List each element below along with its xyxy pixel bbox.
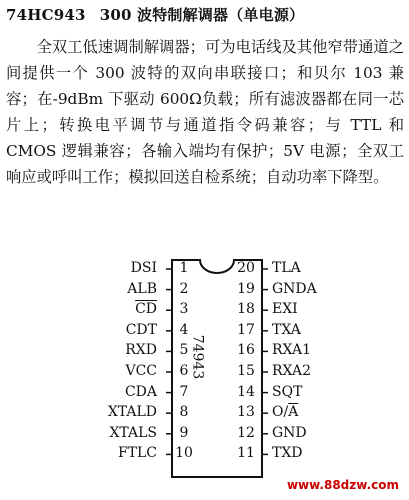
pin-number-right: 16 (237, 342, 255, 359)
pin-name-right: RXA1 (272, 342, 312, 359)
pin-number-left: 10 (175, 445, 193, 462)
pin-number-left: 9 (179, 424, 189, 441)
pin-name-right: SQT (272, 383, 303, 400)
pin-number-right: 17 (237, 321, 255, 338)
watermark: www.88dzw.com (286, 478, 399, 492)
pin-number-right: 14 (237, 383, 255, 400)
pin-name-right: GNDA (272, 280, 317, 297)
pin-number-left: 3 (179, 301, 189, 318)
pin-number-right: 15 (237, 363, 255, 379)
pin-number-left: 5 (179, 342, 189, 359)
pin-name-left: CDA (124, 383, 157, 400)
pin-name-overline: $\overline{A}$ (288, 404, 299, 421)
pin-name-left: ALB (127, 280, 157, 297)
pin-name-right: TLA (272, 260, 301, 276)
pin-name-left: $\overline{CD}$ (135, 301, 157, 318)
pin-name-right: EXI (272, 301, 298, 318)
pin-name-right (272, 404, 352, 420)
pin-name-left: CDT (125, 321, 157, 338)
pin-name-left: RXD (125, 342, 157, 359)
pin-number-left: 7 (179, 383, 189, 400)
part-number: 74HC943 (6, 6, 86, 24)
pin-name-left: VCC (125, 363, 157, 379)
pin-name-right: RXA2 (272, 363, 312, 379)
pin-number-left: 4 (179, 321, 189, 338)
pin-number-left: 6 (179, 363, 189, 379)
pin-number-right: 19 (237, 280, 255, 297)
pin-number-left: 1 (179, 260, 189, 276)
pin-name-right: TXA (272, 321, 301, 338)
pin-number-left: 8 (179, 404, 189, 421)
title-text: 300 波特制解调器（单电源） (99, 6, 305, 24)
pin-name-left: DSI (130, 260, 157, 276)
pin-number-right: 12 (237, 424, 255, 441)
pin-name-left: XTALD (107, 404, 157, 421)
pin-number-left: 2 (179, 280, 189, 297)
pin-name-left: XTALS (109, 424, 157, 441)
pin-name-left: FTLC (117, 445, 157, 462)
pin-name-right: GND (272, 424, 307, 441)
pin-name-right: TXD (272, 445, 303, 462)
pin-number-right: 20 (237, 260, 255, 276)
pin-number-right: 11 (237, 445, 255, 462)
pin-name-prefix: O/ (272, 404, 289, 421)
description-paragraph: 全双工低速调制解调器；可为电话线及其他窄带通道之间提供一个 300 波特的双向串联接口；和贝尔 103 兼容；在-9dBm 下驱动 600Ω负载；所有滤波器都在同一芯片上；转换电平调节与通道指令码兼容；与 TTL 和 CMOS 逻辑兼容；各输入端均有保护；5V 电源；全双工响应或呼叫工作；模拟回送自检系统；自动功率下降型。 (6, 38, 404, 186)
chip-body-label: 74943 (189, 334, 206, 380)
pin-number-right: 13 (237, 404, 255, 421)
pin-number-right: 18 (237, 301, 255, 318)
